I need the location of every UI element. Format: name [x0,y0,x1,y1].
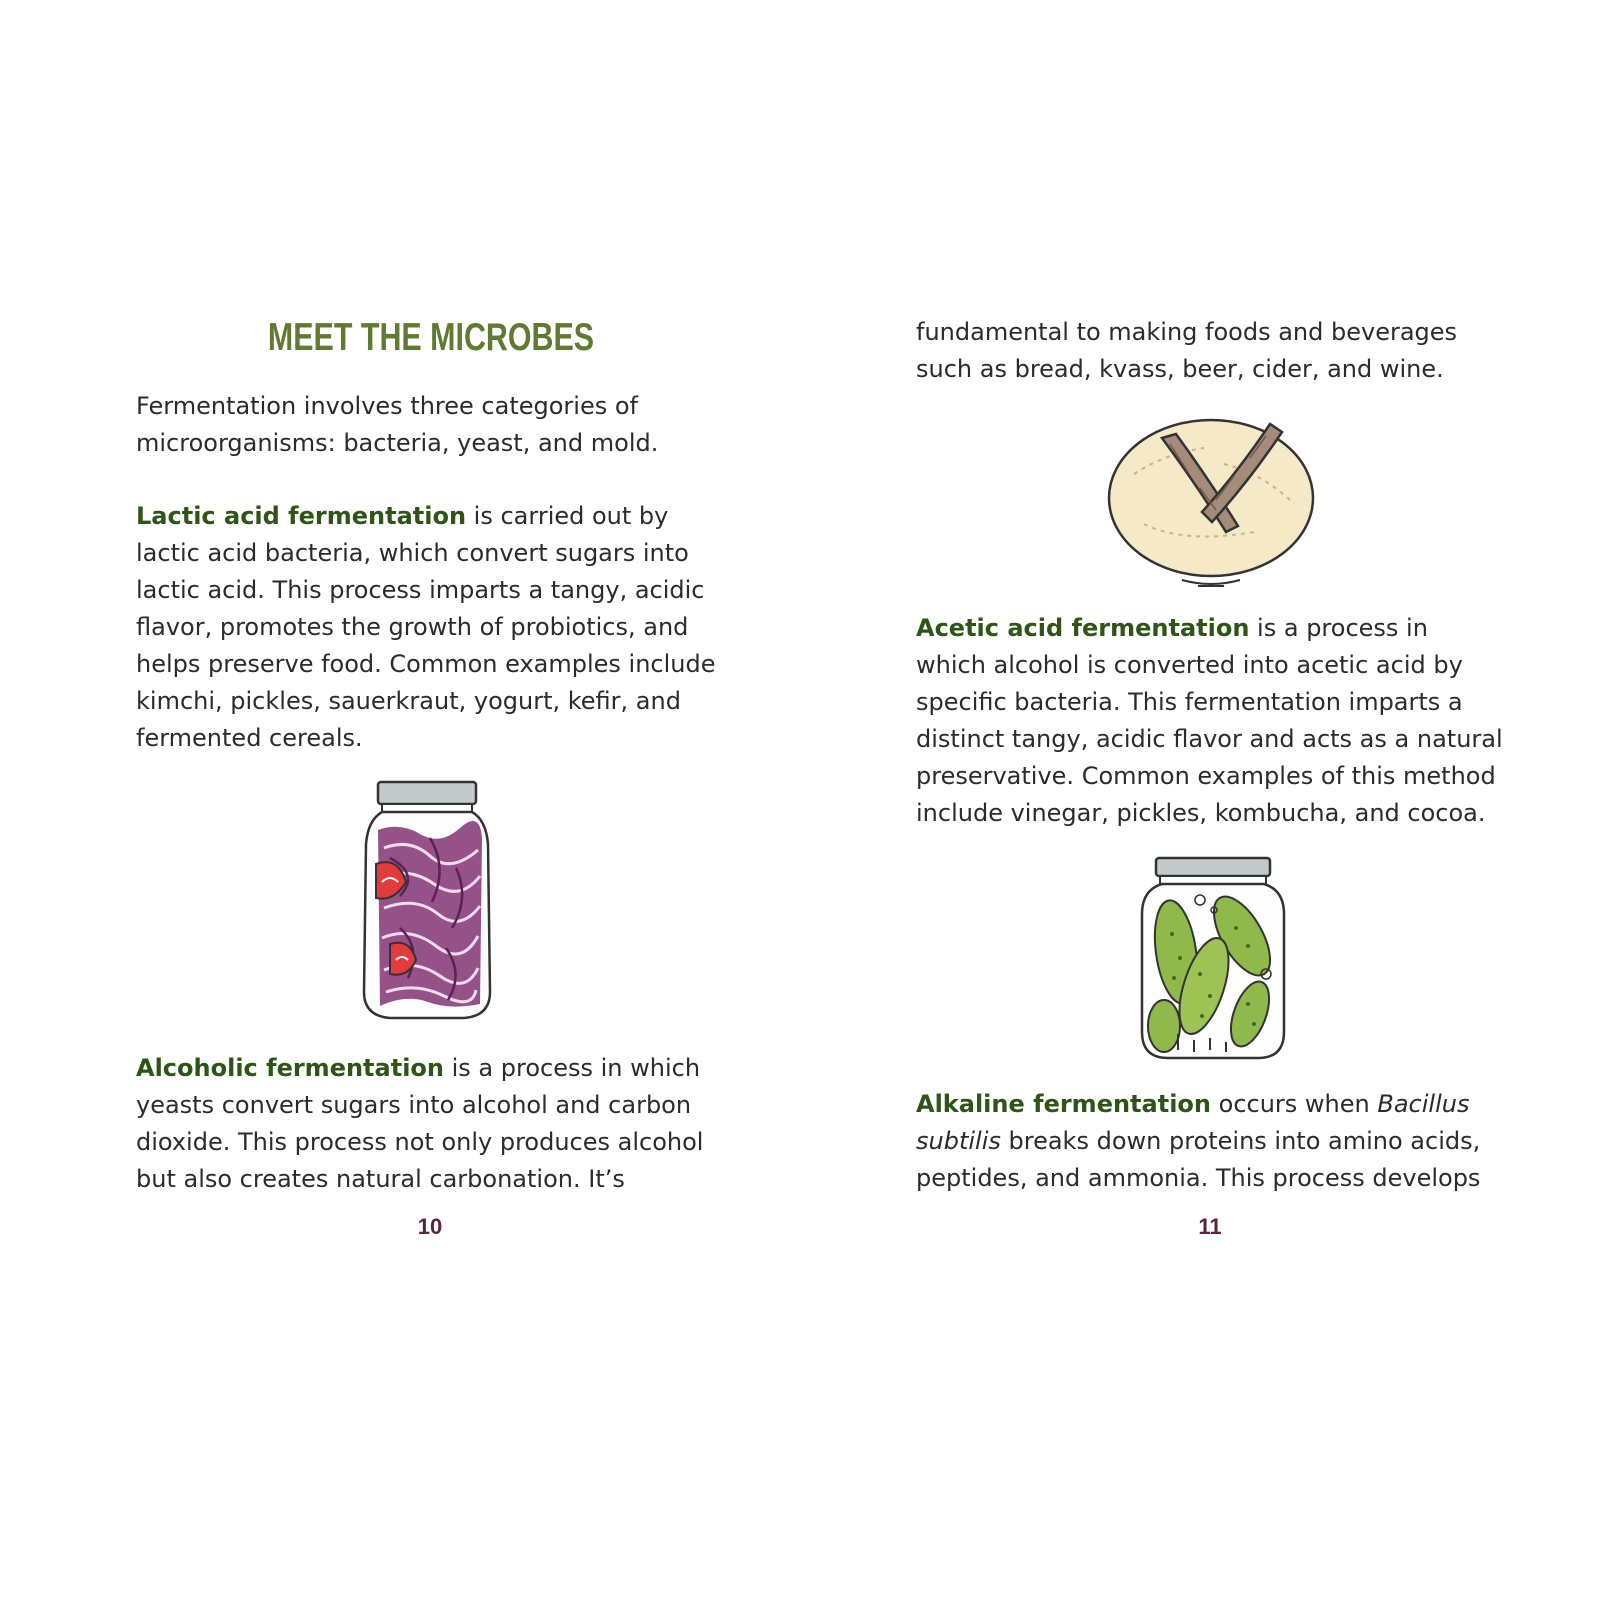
alcoholic-paragraph [136,1050,756,1198]
alkaline-text-2: breaks down proteins into amino acids, peptides, and ammonia. This process develops [916,1127,1481,1192]
sauerkraut-jar-icon [360,778,495,1025]
continuation-paragraph: fundamental to making foods and beverages such as bread, kvass, beer, cider, and wine. [916,318,1458,383]
alcoholic-text: is a process in which yeasts convert sugars into alcohol and carbon dioxide. This process not only produces alcohol but also creates natural carbonation. It’s [136,1054,704,1193]
page-number-left: 10 [417,1214,443,1239]
acetic-paragraph [916,610,1556,832]
alkaline-term: Alkaline fermentation [916,1090,1211,1118]
acetic-term: Acetic acid fermentation [916,614,1250,642]
acetic-text: is a process in which alcohol is converted into acetic acid by specific bacteria. This fermentation imparts a distinct tangy, acidic flavor and acts as a natural preservative. Common examples of this method include vinegar, pickles, kombucha, and cocoa. [916,614,1503,827]
page-title: MEET THE MICROBES [267,316,595,359]
lactic-paragraph [136,498,756,757]
sourdough-bread-icon [1104,414,1319,589]
lactic-text: is carried out by lactic acid bacteria, which convert sugars into lactic acid. This process imparts a tangy, acidic flavor, promotes the growth of probiotics, and helps preserve food. Common examples include kimchi, pickles, sauerkraut, yogurt, kefir, and fermented cereals. [136,502,716,752]
page-number-right: 11 [1198,1214,1222,1239]
right-page [802,0,1604,1605]
intro-paragraph: Fermentation involves three categories of microorganisms: bacteria, yeast, and mold. [136,392,659,457]
alkaline-italic-2: subtilis [916,1127,1001,1155]
left-page [0,0,802,1605]
lactic-term: Lactic acid fermentation [136,502,467,530]
alkaline-text-1: occurs when [1211,1090,1378,1118]
alkaline-paragraph [916,1086,1556,1197]
pickle-jar-icon [1138,854,1288,1064]
alkaline-italic-1: Bacillus [1377,1090,1470,1118]
alcoholic-term: Alcoholic fermentation [136,1054,444,1082]
